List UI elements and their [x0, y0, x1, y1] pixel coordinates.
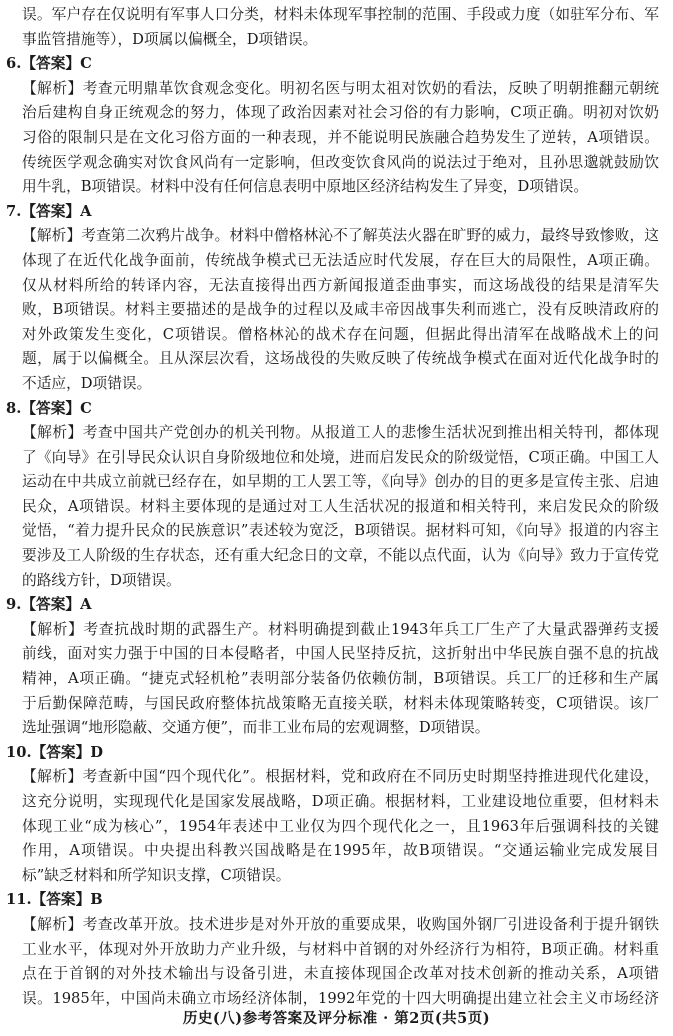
explanation-line: 【解析】考查中国共产党创办的机关刊物。从报道工人的悲惨生活状况到推出相关特刊，都体现	[22, 424, 659, 442]
explanation-line: 民众，A项错误。材料主要体现的是通过对工人生活状况的报道和相关特刊，来启发民众的阶级	[22, 497, 659, 515]
explanation-line: 点在于首钢的对外技术输出与设备引进，未直接体现国企改革对技术创新的推动关系，A项错	[22, 965, 659, 983]
explanation-line: 体现了在近代化战争面前，传统战争模式已无法适应时代发展，存在巨大的局限性，A项正确。	[22, 251, 659, 269]
explanation-line: 这充分说明，实现现代化是国家发展战略，D项正确。根据材料，工业建设地位重要，但材料未	[22, 793, 659, 810]
explanation-line: 【解析】考查改革开放。技术进步是对外开放的重要成果，收购国外钢厂引进设备利于提升钢铁	[22, 915, 659, 933]
explanation-line: 要涉及工人阶级的生存状态，还有重大纪念日的文章，不能以点代面，认为《向导》致力于宣传党	[22, 547, 659, 565]
explanation-line: 【解析】考查抗战时期的武器生产。材料明确提到截止1943年兵工厂生产了大量武器弹药支援	[22, 620, 659, 638]
explanation-line: 【解析】考查元明鼎革饮食观念变化。明初名医与明太祖对饮奶的看法，反映了明朝推翻元朝统	[22, 79, 659, 97]
explanation-line: 选址强调“地形隐蔽、交通方便”，而非工业布局的宏观调整，D项错误。	[22, 719, 490, 737]
explanation-line: 败，B项错误。材料主要描述的是战争的过程以及咸丰帝因战事失利而逃亡，没有反映清政府的	[22, 301, 659, 319]
answer-heading: 11.【答案】B	[6, 891, 103, 909]
explanation-line: 的路线方针，D项错误。	[22, 571, 181, 589]
answer-heading: 8.【答案】C	[6, 399, 92, 417]
explanation-line: 标”缺乏材料和所学知识支撑，C项错误。	[22, 866, 291, 884]
explanation-line: 不适应，D项错误。	[22, 374, 152, 392]
explanation-line: 运动在中共成立前就已经存在，如早期的工人罢工等，《向导》创办的目的更多是宣传主张、启迪	[22, 473, 659, 491]
explanation-line: 用牛乳，B项错误。材料中没有任何信息表明中原地区经济结构发生了异变，D项错误。	[22, 178, 589, 196]
answer-heading: 6.【答案】C	[6, 55, 92, 73]
explanation-line: 于后勤保障范畴，与国民政府整体抗战策略无直接关联，材料未体现策略转变，C项错误。该厂	[22, 694, 659, 712]
explanation-line: 误。军户存在仅说明有军事人口分类，材料未体现军事控制的范围、手段或力度（如驻军分布、军	[22, 6, 659, 23]
explanation-line: 觉悟，“着力提升民众的民族意识”表述较为宽泛，B项错误。据材料可知，《向导》报道的内容主	[22, 522, 659, 540]
answer-heading: 7.【答案】A	[6, 202, 92, 220]
explanation-line: 误。1985年，中国尚未确立市场经济体制，1992年党的十四大明确提出建立社会主义市场经济	[22, 989, 659, 1007]
explanation-line: 对外政策发生变化，C项错误。僧格林沁的战术存在问题，但据此得出清军在战略战术上的问	[22, 325, 659, 343]
explanation-line: 作用，A项错误。中央提出科教兴国战略是在1995年，故B项错误。“交通运输业完成发展目	[22, 842, 659, 860]
explanation-line: 事监管措施等），D项属以偏概全，D项错误。	[22, 30, 318, 48]
explanation-line: 【解析】考查新中国“四个现代化”。根据材料，党和政府在不同历史时期坚持推进现代化建设，	[22, 768, 659, 786]
answer-text-body	[0, 3, 673, 1011]
explanation-line: 了《向导》在引导民众认识自身阶级地位和处境，进而启发民众的阶级觉悟，C项正确。中国工人	[22, 448, 659, 466]
explanation-line: 治后建构自身正统观念的努力，体现了政治因素对社会习俗的有力影响，C项正确。明初对饮奶	[22, 104, 659, 122]
explanation-line: 仅从材料所给的转译内容，无法直接得出西方新闻报道歪曲事实，而这场战役的结果是清军失	[22, 276, 659, 294]
explanation-line: 体现工业“成为核心”，1954年表述中工业仅为四个现代化之一，且1963年后强调科技的关键	[22, 817, 659, 835]
explanation-line: 精神，A项正确。“捷克式轻机枪”表明部分装备仍依赖仿制，B项错误。兵工厂的迁移和生产属	[22, 670, 659, 688]
explanation-line: 【解析】考查第二次鸦片战争。材料中僧格林沁不了解英法火器在旷野的威力，最终导致惨败，这	[22, 227, 659, 245]
page-footer: 历史(八)参考答案及评分标准 · 第2页(共5页)	[182, 1010, 491, 1027]
explanation-line: 习俗的限制只是在文化习俗方面的一种表现，并不能说明民族融合趋势发生了逆转，A项错误。	[22, 128, 659, 146]
explanation-line: 传统医学观念确实对饮食风尚有一定影响，但改变饮食风尚的说法过于绝对，且孙思邈就鼓励饮	[22, 153, 659, 171]
answer-heading: 9.【答案】A	[6, 596, 92, 614]
answer-heading: 10.【答案】D	[6, 743, 104, 761]
explanation-line: 前线，面对实力强于中国的日本侵略者，中国人民坚持反抗，这折射出中华民族自强不息的抗战	[22, 645, 659, 663]
explanation-line: 题，属于以偏概全。且从深层次看，这场战役的失败反映了传统战争模式在面对近代化战争时的	[22, 350, 659, 368]
explanation-line: 工业水平，体现对外开放助力产业升级，与材料中首钢的对外经济行为相符，B项正确。材料重	[22, 940, 659, 958]
